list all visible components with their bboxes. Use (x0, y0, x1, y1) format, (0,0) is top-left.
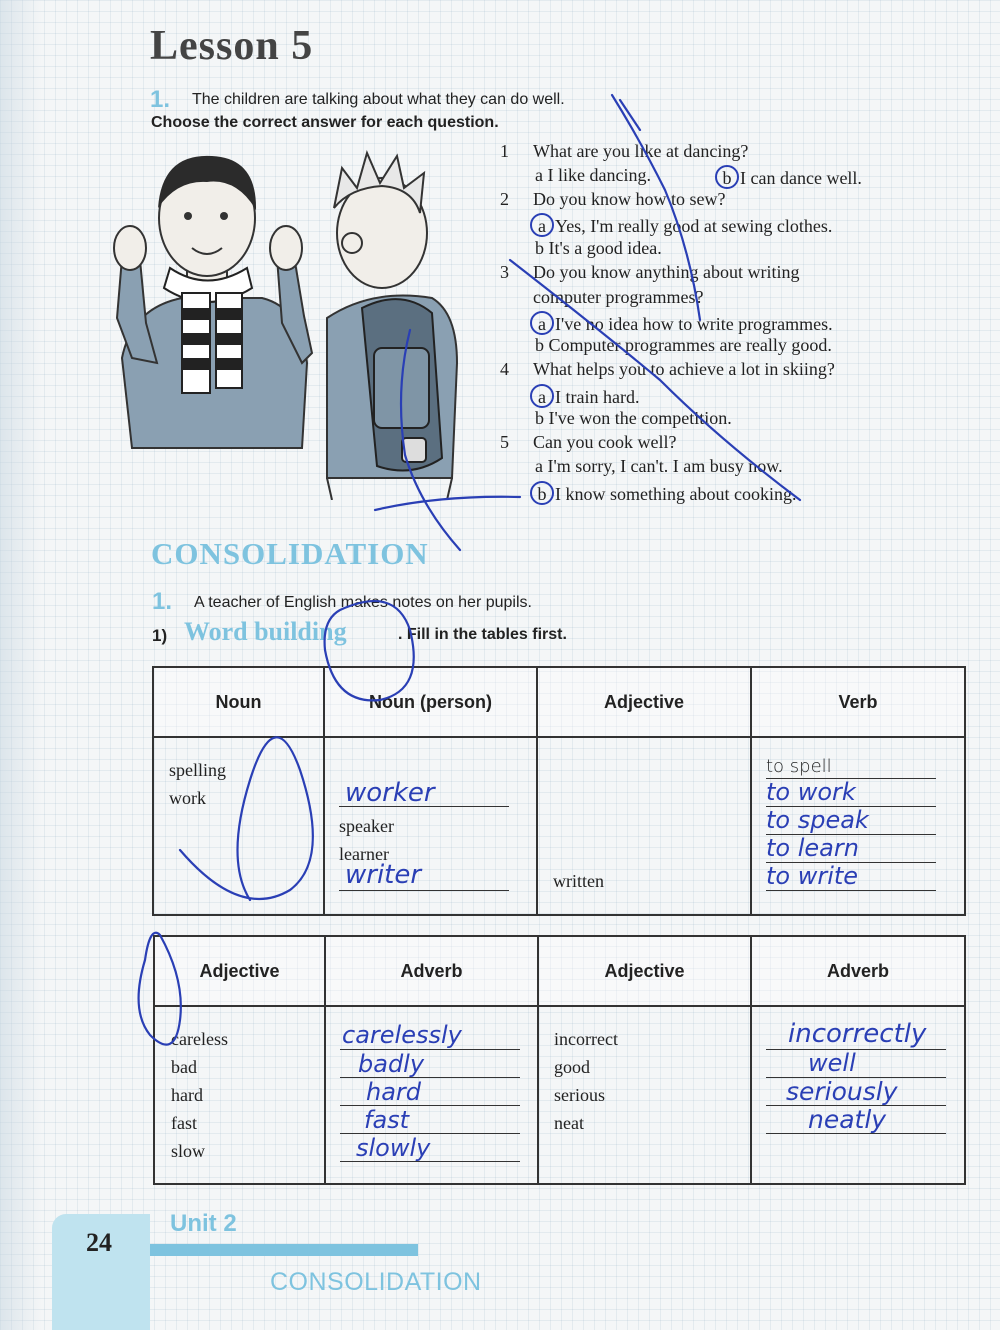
page-edge-shadow (0, 0, 42, 1330)
exercise-instruction: Choose the correct answer for each question. (151, 114, 499, 131)
handwritten-answer[interactable]: to speak (766, 806, 869, 834)
answer-text: I can dance well. (740, 168, 862, 188)
adjective-word: neat (554, 1113, 584, 1133)
answer-b[interactable]: b I've won the competition. (535, 408, 732, 428)
answer-a[interactable] (535, 384, 639, 408)
adjective-word: careless (171, 1029, 228, 1049)
word-building-table-2 (153, 935, 966, 1185)
handwritten-answer[interactable]: incorrectly (788, 1019, 927, 1049)
circled-mark: b (715, 165, 739, 189)
answer-b[interactable]: b Computer programmes are really good. (535, 335, 832, 355)
question-number: 1 (500, 141, 509, 161)
answer-b[interactable] (720, 165, 862, 189)
person-word: learner (339, 844, 389, 864)
unit-label: Unit 2 (170, 1210, 237, 1237)
answer-a[interactable] (535, 311, 833, 335)
answer-a[interactable]: a I'm sorry, I can't. I am busy now. (535, 456, 783, 476)
question-text: Do you know how to sew? (533, 189, 726, 209)
person-word: speaker (339, 816, 394, 836)
answer-text: It's a good idea. (548, 238, 662, 258)
handwritten-answer[interactable]: carelessly (342, 1021, 462, 1049)
handwritten-answer[interactable]: neatly (808, 1105, 887, 1134)
question-number: 2 (500, 189, 509, 209)
question-text: What are you like at dancing? (533, 141, 749, 161)
exercise-intro: The children are talking about what they can do well. (192, 91, 565, 108)
footer-section-label: CONSOLIDATION (270, 1268, 482, 1296)
column-header: Adjective (537, 667, 751, 737)
handwritten-answer[interactable]: seriously (786, 1077, 898, 1106)
question-text: What helps you to achieve a lot in skiing? (533, 359, 835, 379)
question-text: Do you know anything about writing (533, 262, 800, 282)
circled-mark: a (530, 213, 554, 237)
adjective-word: bad (171, 1057, 197, 1077)
question-number: 4 (500, 359, 509, 379)
adjective-cell (538, 1006, 751, 1184)
column-header: Verb (751, 667, 965, 737)
question-text: computer programmes? (533, 287, 704, 307)
subtask-instruction: . Fill in the tables first. (398, 626, 567, 643)
adjective-word: slow (171, 1141, 206, 1161)
answer-text: Computer programmes are really good. (548, 335, 832, 355)
answer-text: I know something about cooking. (555, 484, 797, 504)
two-boys-illustration (112, 148, 492, 500)
noun-word: work (169, 788, 206, 808)
section-heading: CONSOLIDATION (151, 536, 429, 571)
handwritten-answer[interactable]: to work (766, 778, 856, 806)
answer-line (339, 890, 509, 891)
circled-mark: a (530, 311, 554, 335)
answer-a[interactable] (535, 213, 832, 237)
column-header: Adverb (325, 936, 538, 1006)
circled-mark: b (530, 481, 554, 505)
column-header: Adverb (751, 936, 965, 1006)
answer-text: I've no idea how to write programmes. (555, 314, 833, 334)
page-number: 24 (86, 1228, 112, 1257)
lesson-title: Lesson 5 (150, 23, 314, 69)
handwritten-answer[interactable]: well (808, 1049, 856, 1077)
circled-mark: a (530, 384, 554, 408)
handwritten-answer[interactable]: badly (358, 1050, 425, 1078)
adjective-cell (537, 737, 751, 915)
adjective-word: serious (554, 1085, 605, 1105)
handwritten-answer[interactable]: fast (364, 1106, 410, 1134)
adjective-word: fast (171, 1113, 197, 1133)
adverb-cell (325, 1006, 538, 1184)
column-header: Adjective (154, 936, 325, 1006)
question-number: 5 (500, 432, 509, 452)
column-header: Noun (person) (324, 667, 537, 737)
answer-a[interactable]: a I like dancing. (535, 165, 651, 185)
adjective-word: good (554, 1057, 590, 1077)
adjective-word: hard (171, 1085, 203, 1105)
adverb-cell (751, 1006, 965, 1184)
verb-example: to spell (766, 756, 832, 777)
column-header: Noun (153, 667, 324, 737)
exercise-number: 1. (152, 588, 173, 615)
person-cell (324, 737, 537, 915)
noun-word: spelling (169, 760, 226, 780)
answer-text: Yes, I'm really good at sewing clothes. (555, 216, 833, 236)
handwritten-answer[interactable]: to write (766, 862, 859, 890)
column-header: Adjective (538, 936, 751, 1006)
noun-cell (153, 737, 324, 915)
adjective-cell (154, 1006, 325, 1184)
question-text: Can you cook well? (533, 432, 677, 452)
handwritten-answer[interactable]: slowly (356, 1134, 431, 1162)
adjective-word: incorrect (554, 1029, 618, 1049)
question-number: 3 (500, 262, 509, 282)
handwritten-answer[interactable]: worker (345, 778, 435, 808)
exercise-number: 1. (150, 86, 171, 113)
answer-line (766, 890, 936, 891)
answer-text: I've won the competition. (548, 408, 732, 428)
answer-text: I train hard. (555, 387, 640, 407)
exercise-intro: A teacher of English makes notes on her pupils. (194, 594, 532, 611)
footer-accent-bar (150, 1244, 418, 1256)
answer-text: I'm sorry, I can't. I am busy now. (547, 456, 783, 476)
answer-b[interactable]: b It's a good idea. (535, 238, 662, 258)
answer-b[interactable] (535, 481, 796, 505)
handwritten-answer[interactable]: hard (366, 1078, 422, 1106)
verb-cell (751, 737, 965, 915)
adjective-word: written (553, 871, 604, 891)
answer-line (766, 1049, 946, 1050)
subtask-title: Word building (184, 617, 347, 646)
word-building-table-1 (152, 666, 966, 916)
handwritten-answer[interactable]: to learn (766, 834, 859, 862)
answer-text: I like dancing. (547, 165, 651, 185)
handwritten-answer[interactable]: writer (345, 860, 422, 890)
subtask-number: 1) (152, 626, 168, 645)
